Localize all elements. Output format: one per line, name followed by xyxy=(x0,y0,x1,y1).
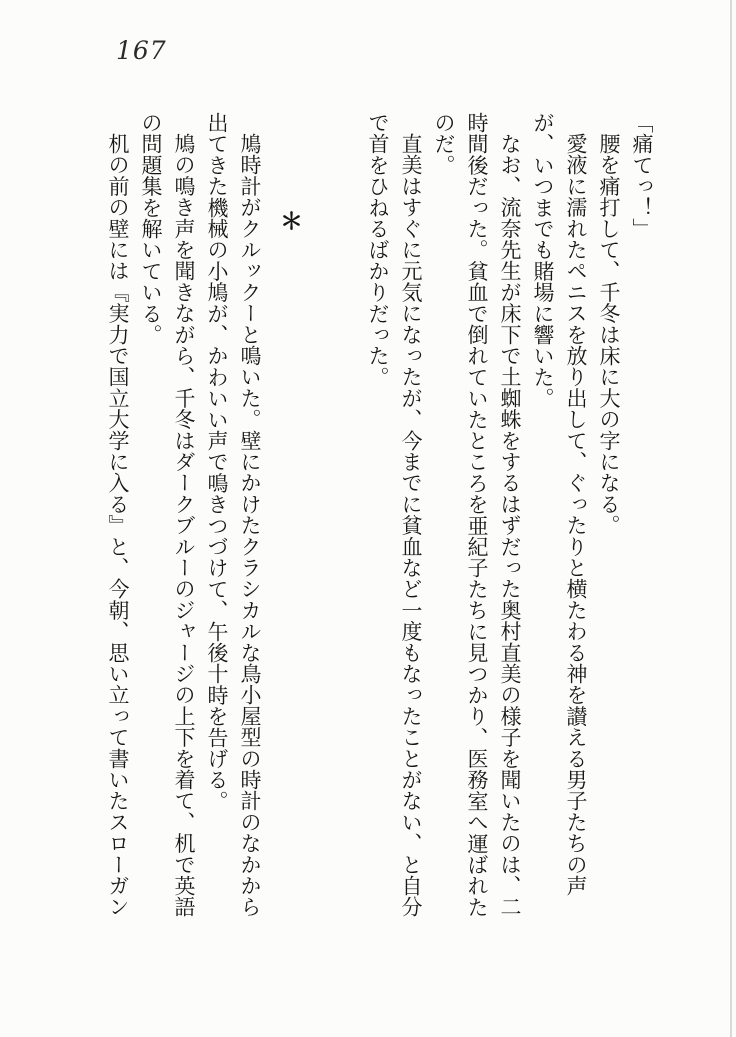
paragraph: なお、流奈先生が床下で土蜘蛛をするはずだった奥村直美の様子を聞いたのは、二時間後だった。貧血で倒れていたところを亜紀子たちに見つかり、医務室へ運ばれたのだ。 xyxy=(432,112,522,918)
page-number: 167 xyxy=(116,36,167,65)
paragraph: 机の前の壁には『実力で国立大学に入る』と、今朝、思い立って書いたスローガン xyxy=(106,133,130,918)
paragraph: 愛液に濡れたペニスを放り出して、ぐったりと横たわる神を讃える男子たちの声が、いつまでも賭場に響いた。 xyxy=(531,112,588,897)
paragraph-dialogue: 「痛てっ！」 xyxy=(630,112,654,240)
page-edge-line xyxy=(730,0,732,1037)
paragraph: 直美はすぐに元気になったが、今までに貧血など一度もなったことがない、と自分で首をひねるばかりだった。 xyxy=(366,112,423,918)
section-separator: ＊ xyxy=(276,208,303,232)
paragraph: 鳩の鳴き声を聞きながら、千冬はダークブルーのジャージの上下を着て、机で英語の問題集を解いている。 xyxy=(139,112,196,918)
paragraph: 腰を痛打して、千冬は床に大の字になる。 xyxy=(597,133,621,536)
page-text xyxy=(101,112,658,920)
paragraph: 鳩時計がクルックーと鳴いた。壁にかけたクラシカルな鳥小屋型の時計のなかから出てきた機械の小鳩が、かわいい声で鳴きつづけて、午後十時を告げる。 xyxy=(205,112,262,918)
